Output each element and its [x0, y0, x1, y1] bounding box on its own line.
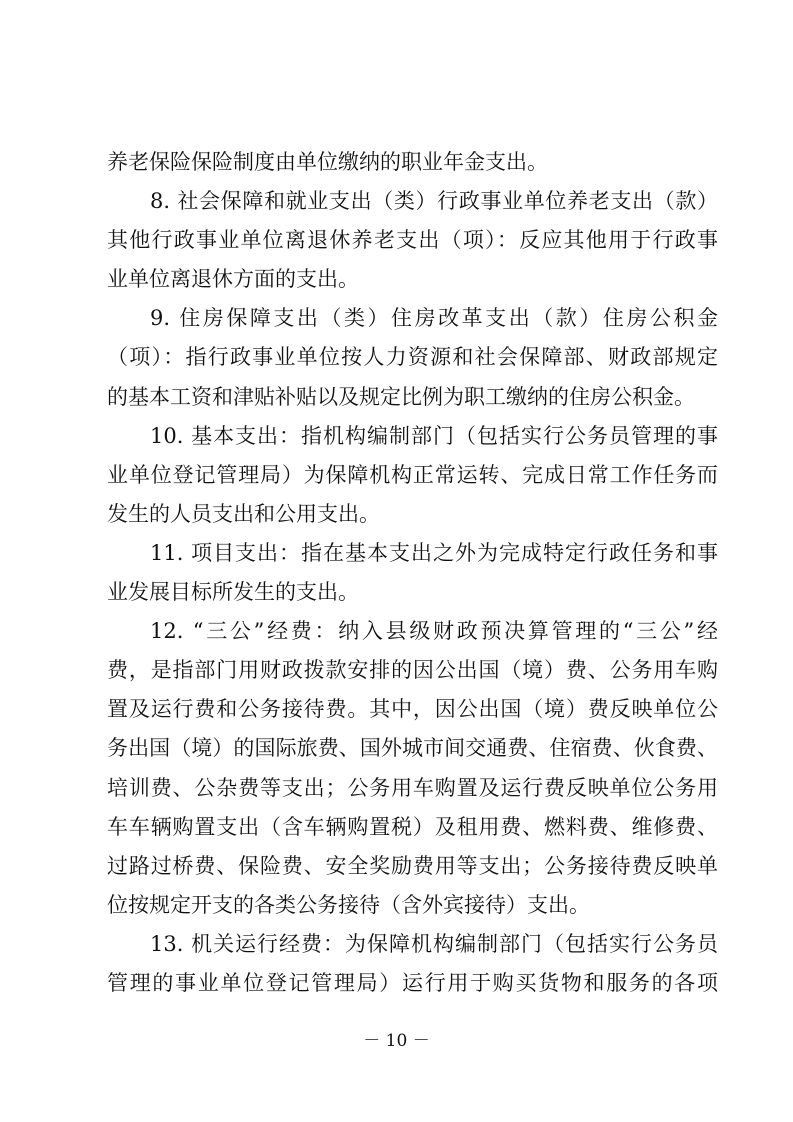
document-body [107, 143, 718, 1003]
text-line: 9. 住房保障支出（类）住房改革支出（款）住房公积金 [150, 306, 718, 331]
text-line: （项）：指行政事业单位按人力资源和社会保障部、财政部规定 [107, 345, 718, 370]
text-line: 培训费、公杂费等支出；公务用车购置及运行费反映单位公务用 [107, 775, 718, 800]
text-line: 8. 社会保障和就业支出（类）行政事业单位养老支出（款） [150, 189, 718, 214]
text-line: 过路过桥费、保险费、安全奖励费用等支出；公务接待费反映单 [107, 853, 718, 878]
text-line: 置及运行费和公务接待费。其中，因公出国（境）费反映单位公 [107, 697, 718, 722]
text-line: 12. “三公”经费：纳入县级财政预决算管理的“三公”经 [150, 619, 718, 644]
text-line: 发生的人员支出和公用支出。 [107, 501, 380, 526]
text-line: 的基本工资和津贴补贴以及规定比例为职工缴纳的住房公积金。 [107, 384, 695, 409]
text-line: 其他行政事业单位离退休养老支出（项）：反应其他用于行政事 [107, 228, 718, 253]
text-line: 业单位离退休方面的支出。 [107, 267, 359, 292]
text-line: 业发展目标所发生的支出。 [107, 580, 359, 605]
text-line: 务出国（境）的国际旅费、国外城市间交通费、住宿费、伙食费、 [107, 736, 718, 761]
text-line: 11. 项目支出：指在基本支出之外为完成特定行政任务和事 [150, 540, 718, 565]
text-line: 费，是指部门用财政拨款安排的因公出国（境）费、公务用车购 [107, 658, 718, 683]
text-line: 养老保险保险制度由单位缴纳的职业年金支出。 [107, 150, 548, 174]
text-line: 管理的事业单位登记管理局）运行用于购买货物和服务的各项 [107, 970, 718, 995]
text-line: 10. 基本支出：指机构编制部门（包括实行公务员管理的事 [150, 423, 718, 448]
text-line: 位按规定开支的各类公务接待（含外宾接待）支出。 [107, 892, 590, 917]
page-number: － 10 － [363, 1031, 430, 1051]
text-line: 13. 机关运行经费：为保障机构编制部门（包括实行公务员 [150, 931, 718, 956]
text-line: 车车辆购置支出（含车辆购置税）及租用费、燃料费、维修费、 [107, 814, 718, 839]
text-line: 业单位登记管理局）为保障机构正常运转、完成日常工作任务而 [107, 462, 718, 487]
